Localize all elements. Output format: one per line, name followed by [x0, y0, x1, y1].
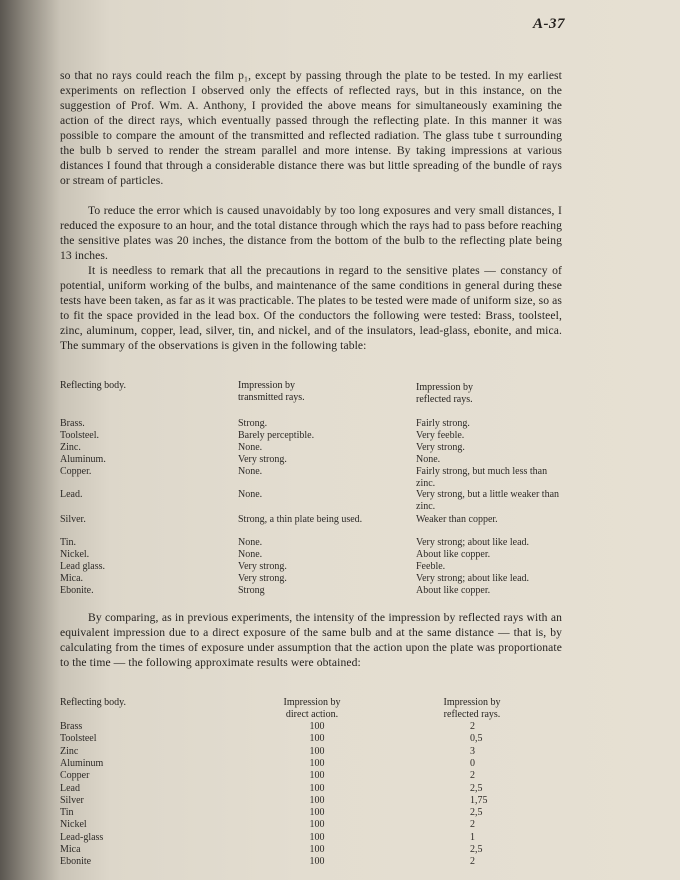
table2-cell-body: Lead: [60, 782, 80, 794]
table1-cell-reflected: Fairly strong, but much less than zinc.: [416, 466, 548, 489]
table2-cell-reflected: 0,5: [470, 733, 483, 745]
table2-cell-body: Zinc: [60, 745, 79, 757]
table2-cell-direct: 100: [309, 794, 325, 806]
table2-cell-reflected: 2,5: [470, 807, 483, 819]
table2-header-reflected: Impression by reflected rays.: [443, 697, 501, 720]
table2-cell-reflected: 1: [470, 831, 475, 843]
table1-header-transmitted: Impression by transmitted rays.: [238, 380, 305, 403]
table2-cell-body: Tin: [60, 807, 74, 819]
paragraph-1: so that no rays could reach the film p₁, except by passing through the plate to be tested. In my earliest experiments on reflection I observed only the effects of reflected rays, but in this instance, on the suggestion of Prof. Wm. A. Anthony, I provided the above means for simultaneously examining the action of the direct rays, which eventually passed through the reflecting plate. In this manner it was possible to compare the amount of the transmitted and reflected radiation. The glass tube t surrounding the bulb b served to render the stream parallel and more intense. By taking impressions at various distances I found that through a considerable distance there was but little spreading of the bundle of rays or stream of particles.: [60, 69, 562, 187]
table1-cell-body: Brass.: [60, 418, 85, 429]
table1-cell-transmitted: None.: [238, 466, 263, 477]
table1-cell-transmitted: Barely perceptible.: [238, 430, 315, 441]
table2-cell-reflected: 1,75: [470, 794, 488, 806]
table2-cell-reflected: 2: [470, 770, 475, 782]
table1-cell-body: Lead glass.: [60, 561, 105, 572]
table1-cell-body: Nickel.: [60, 549, 90, 560]
table1-header-body: Reflecting body.: [60, 380, 127, 391]
table1-cell-transmitted: None.: [238, 442, 263, 453]
table2-cell-body: Ebonite: [60, 856, 92, 868]
table2-cell-body: Lead-glass: [60, 831, 104, 843]
table2-cell-direct: 100: [309, 856, 325, 868]
table1-cell-reflected: Feeble.: [416, 561, 446, 572]
table2-header-body: Reflecting body.: [60, 697, 127, 708]
table2-cell-direct: 100: [309, 807, 325, 819]
table1-cell-body: Copper.: [60, 466, 92, 477]
table2-cell-body: Mica: [60, 844, 81, 855]
table2-cell-reflected: 3: [470, 745, 475, 757]
table1-cell-body: Aluminum.: [60, 454, 106, 465]
paragraph-2: To reduce the error which is caused unavoidably by too long exposures and very small distances, I reduced the exposure to an hour, and the total distance through which the rays had to pass before reaching the sensitive plates was 20 inches, the distance from the bottom of the bulb to the reflecting plate being 13 inches.: [60, 204, 562, 262]
table1-cell-body: Lead.: [60, 489, 83, 500]
table1-cell-reflected: About like copper.: [416, 549, 491, 560]
page-number: A-37: [533, 16, 565, 32]
table2-cell-direct: 100: [309, 782, 325, 794]
table1-cell-transmitted: Strong: [238, 585, 265, 596]
table2-cell-reflected: 2,5: [470, 844, 483, 855]
table2-cell-reflected: 2,5: [470, 782, 483, 794]
table1-cell-body: Ebonite.: [60, 585, 94, 596]
table2-cell-reflected: 0: [470, 757, 475, 769]
table2-cell-reflected: 2: [470, 856, 475, 868]
table2-cell-direct: 100: [309, 770, 325, 782]
table1-cell-transmitted: Strong, a thin plate being used.: [238, 514, 363, 525]
table2-cell-body: Silver: [60, 794, 84, 806]
table2-cell-body: Toolsteel: [60, 733, 97, 745]
table1-cell-body: Silver.: [60, 514, 86, 525]
table2-cell-direct: 100: [309, 831, 325, 843]
table1-cell-reflected: None.: [416, 454, 441, 465]
paragraph-4: By comparing, as in previous experiments, the intensity of the impression by reflected rays with an equivalent impression due to a direct exposure of the same bulb and at the same distance — that is, by calculating from the times of exposure under assumption that the action upon the plate was proportionate to the time — the following approximate results were obtained:: [60, 611, 562, 669]
table1-cell-transmitted: Very strong.: [238, 561, 287, 572]
table2-cell-direct: 100: [309, 819, 325, 831]
table1-cell-transmitted: None.: [238, 549, 263, 560]
table2-header-direct: Impression by direct action.: [283, 697, 341, 720]
table1-cell-reflected: About like copper.: [416, 585, 491, 596]
table1-cell-reflected: Very strong, but a little weaker than zinc.: [416, 489, 560, 512]
table1-cell-transmitted: Strong.: [238, 418, 268, 429]
table1-cell-body: Zinc.: [60, 442, 81, 453]
table1-cell-transmitted: Very strong.: [238, 454, 287, 465]
table1-header-reflected: Impression by reflected rays.: [416, 382, 473, 405]
table1-cell-reflected: Very strong.: [416, 442, 465, 453]
paragraph-3: It is needless to remark that all the precautions in regard to the sensitive plates — constancy of potential, uniform working of the bulbs, and maintenance of the same conditions in general during these tests have been taken, as far as it was practicable. The plates to be tested were made of uniform size, so as to fit the space provided in the lead box. Of the conductors the following were tested: Brass, toolsteel, zinc, aluminum, copper, lead, silver, tin, and nickel, and of the insulators, lead-glass, ebonite, and mica. The summary of the observations is given in the following table:: [60, 264, 562, 352]
table2-cell-body: Brass: [60, 721, 83, 732]
table2-cell-direct: 100: [309, 745, 325, 757]
table1-cell-body: Toolsteel.: [60, 430, 100, 441]
table2-cell-direct: 100: [309, 721, 325, 732]
table1-cell-reflected: Fairly strong.: [416, 418, 470, 429]
table1-cell-transmitted: None.: [238, 489, 263, 500]
table1-cell-reflected: Very strong; about like lead.: [416, 573, 530, 584]
table2-cell-reflected: 2: [470, 819, 475, 831]
table2-cell-body: Nickel: [60, 819, 87, 831]
table2-cell-direct: 100: [309, 757, 325, 769]
table1-cell-reflected: Weaker than copper.: [416, 514, 498, 525]
table2-cell-body: Aluminum: [60, 757, 104, 769]
table2-cell-reflected: 2: [470, 721, 475, 732]
table1-cell-transmitted: Very strong.: [238, 573, 287, 584]
table2-cell-direct: 100: [309, 733, 325, 745]
table1-cell-body: Mica.: [60, 573, 84, 584]
table2-cell-direct: 100: [309, 844, 325, 855]
table2-cell-body: Copper: [60, 770, 90, 782]
table1-cell-reflected: Very feeble.: [416, 430, 465, 441]
table1-cell-transmitted: None.: [238, 537, 263, 548]
table1-cell-body: Tin.: [60, 537, 77, 548]
table1-cell-reflected: Very strong; about like lead.: [416, 537, 530, 548]
